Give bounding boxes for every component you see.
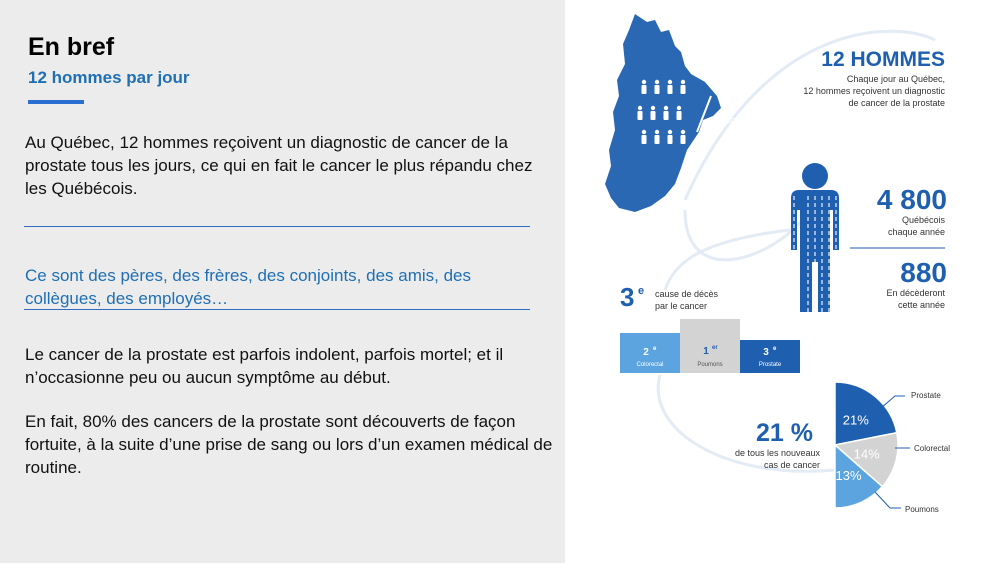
intro-paragraph: Au Québec, 12 hommes reçoivent un diagnostic de cancer de la prostate tous les jours, ce qui en fait le cancer le plus répandu chez les Québécois. xyxy=(25,133,533,198)
person-icon xyxy=(677,106,682,120)
figure-dot xyxy=(828,259,830,263)
highlight-quote: Ce sont des pères, des frères, des conjoints, des amis, des collègues, des employés… xyxy=(25,266,472,308)
figure-dot xyxy=(807,217,809,221)
stat-12-hommes: 12 HOMMES xyxy=(821,48,945,71)
podium-block-prostate xyxy=(740,340,800,373)
figure-dot xyxy=(828,203,830,207)
figure-dot xyxy=(793,238,795,242)
figure-dot xyxy=(828,280,830,284)
infographic-panel xyxy=(565,0,1000,563)
figure-dot xyxy=(807,294,809,298)
podium-rank-3: 3 xyxy=(763,347,769,358)
pie-value-prostate: 21% xyxy=(842,412,869,428)
rank-line1: cause de décès xyxy=(655,289,719,299)
rank-line2: par le cancer xyxy=(655,301,708,311)
podium xyxy=(620,319,800,373)
figure-dot xyxy=(793,203,795,207)
stat1-line1: Chaque jour au Québec, xyxy=(846,74,945,84)
figure-dot xyxy=(835,231,837,235)
podium-label-2: Poumons xyxy=(697,362,723,368)
figure-dot xyxy=(828,217,830,221)
figure-dot xyxy=(793,196,795,200)
person-icon xyxy=(642,80,647,94)
podium-rank-1: 2 xyxy=(643,347,649,358)
figure-dot xyxy=(821,252,823,256)
rank-big-number: 3 xyxy=(620,282,635,312)
figure-dot xyxy=(793,245,795,249)
figure-dot xyxy=(807,245,809,249)
figure-dot xyxy=(807,273,809,277)
figure-dot xyxy=(828,196,830,200)
person-icon xyxy=(681,80,686,94)
share-line2: cas de cancer xyxy=(763,460,820,470)
podium-rank-2: 1 xyxy=(703,346,709,357)
figure-dot xyxy=(835,217,837,221)
figure-dot xyxy=(828,273,830,277)
podium-label-1: Colorectal xyxy=(636,362,664,368)
figure-dot xyxy=(821,203,823,207)
figure-dot xyxy=(793,231,795,235)
figure-dot xyxy=(835,245,837,249)
pie-label-colorectal: Colorectal xyxy=(914,444,951,453)
person-icon xyxy=(664,106,669,120)
figure-dot xyxy=(821,294,823,298)
figure-dot xyxy=(821,231,823,235)
discovery-paragraph: En fait, 80% des cancers de la prostate sont découverts de façon fortuite, à la suite d’une prise de sang ou lors d’un examen médical de routine. xyxy=(25,412,553,477)
figure-dot xyxy=(835,196,837,200)
figure-dot xyxy=(835,238,837,242)
figure-dot xyxy=(807,196,809,200)
figure-dot xyxy=(793,217,795,221)
figure-dot xyxy=(821,245,823,249)
person-icon xyxy=(668,80,673,94)
figure-dot xyxy=(821,238,823,242)
figure-dot xyxy=(835,203,837,207)
person-icon xyxy=(638,106,643,120)
figure-dot xyxy=(814,203,816,207)
figure-dot xyxy=(807,210,809,214)
figure-dot xyxy=(807,224,809,228)
figure-dot xyxy=(821,196,823,200)
figure-dot xyxy=(828,231,830,235)
podium-label-3: Prostate xyxy=(758,362,782,368)
map-label: JOUR xyxy=(714,117,736,126)
figure-dot xyxy=(821,308,823,312)
figure-dot xyxy=(814,210,816,214)
figure-dot xyxy=(814,252,816,256)
person-icon xyxy=(642,130,647,144)
person-icon xyxy=(655,80,660,94)
figure-dot xyxy=(828,294,830,298)
pie-value-colorectal: 14% xyxy=(853,446,880,462)
stat1-line2: 12 hommes reçoivent un diagnostic xyxy=(803,86,945,96)
rank-big-sup: e xyxy=(638,285,645,297)
figure-dot xyxy=(821,273,823,277)
figure-dot xyxy=(807,287,809,291)
figure-dot xyxy=(828,245,830,249)
figure-dot xyxy=(828,224,830,228)
person-icon xyxy=(681,130,686,144)
infographic xyxy=(565,0,1000,563)
figure-dot xyxy=(821,266,823,270)
stat3-line2: cette année xyxy=(897,300,945,310)
figure-dot xyxy=(821,287,823,291)
figure-dot xyxy=(828,266,830,270)
pie-label-prostate: Prostate xyxy=(911,391,941,400)
figure-dot xyxy=(793,224,795,228)
figure-dot xyxy=(821,217,823,221)
figure-dot xyxy=(814,224,816,228)
share-value: 21 % xyxy=(756,419,813,447)
person-icon xyxy=(651,106,656,120)
figure-dot xyxy=(814,196,816,200)
figure-dot xyxy=(828,210,830,214)
figure-dot xyxy=(814,245,816,249)
figure-dot xyxy=(814,231,816,235)
stat2-line1: Québécois xyxy=(901,215,945,225)
stat-880: 880 xyxy=(900,257,947,288)
figure-dot xyxy=(793,210,795,214)
figure-dot xyxy=(828,287,830,291)
person-icon xyxy=(655,130,660,144)
pie-label-poumons: Poumons xyxy=(905,505,939,514)
figure-dot xyxy=(835,224,837,228)
page-title: En bref xyxy=(28,33,115,61)
podium-sup-1: e xyxy=(653,346,657,352)
stat3-line1: En décèderont xyxy=(886,288,945,298)
figure-dot xyxy=(821,280,823,284)
figure-dot xyxy=(807,238,809,242)
figure-dot xyxy=(807,308,809,312)
figure-dot xyxy=(807,203,809,207)
figure-dot xyxy=(828,308,830,312)
accent-bar xyxy=(28,100,84,104)
figure-dot xyxy=(814,259,816,263)
page-subtitle: 12 hommes par jour xyxy=(28,68,190,87)
figure-dot xyxy=(828,252,830,256)
stat-4800: 4 800 xyxy=(876,184,947,215)
figure-dot xyxy=(828,238,830,242)
figure-dot xyxy=(807,266,809,270)
symptoms-paragraph: Le cancer de la prostate est parfois indolent, parfois mortel; et il n’occasionne peu ou aucun symptôme au début. xyxy=(25,345,504,387)
figure-dot xyxy=(828,301,830,305)
figure-dot xyxy=(814,217,816,221)
figure-dot xyxy=(821,259,823,263)
divider-top xyxy=(24,226,530,227)
share-line1: de tous les nouveaux xyxy=(734,448,820,458)
human-figure-icon xyxy=(791,163,839,312)
stat2-line2: chaque année xyxy=(887,227,945,237)
figure-dot xyxy=(814,238,816,242)
person-icon xyxy=(668,130,673,144)
divider-bottom xyxy=(24,309,530,310)
podium-sup-2: er xyxy=(712,345,718,351)
figure-texture xyxy=(793,196,837,312)
figure-dot xyxy=(835,210,837,214)
figure-dot xyxy=(807,280,809,284)
podium-sup-3: e xyxy=(773,346,777,352)
figure-dot xyxy=(807,231,809,235)
figure-dot xyxy=(807,259,809,263)
pie-value-poumons: 13% xyxy=(835,467,862,483)
figure-dot xyxy=(807,301,809,305)
figure-dot xyxy=(821,224,823,228)
figure-dot xyxy=(821,301,823,305)
stat1-line3: de cancer de la prostate xyxy=(848,98,945,108)
figure-dot xyxy=(807,252,809,256)
figure-dot xyxy=(821,210,823,214)
